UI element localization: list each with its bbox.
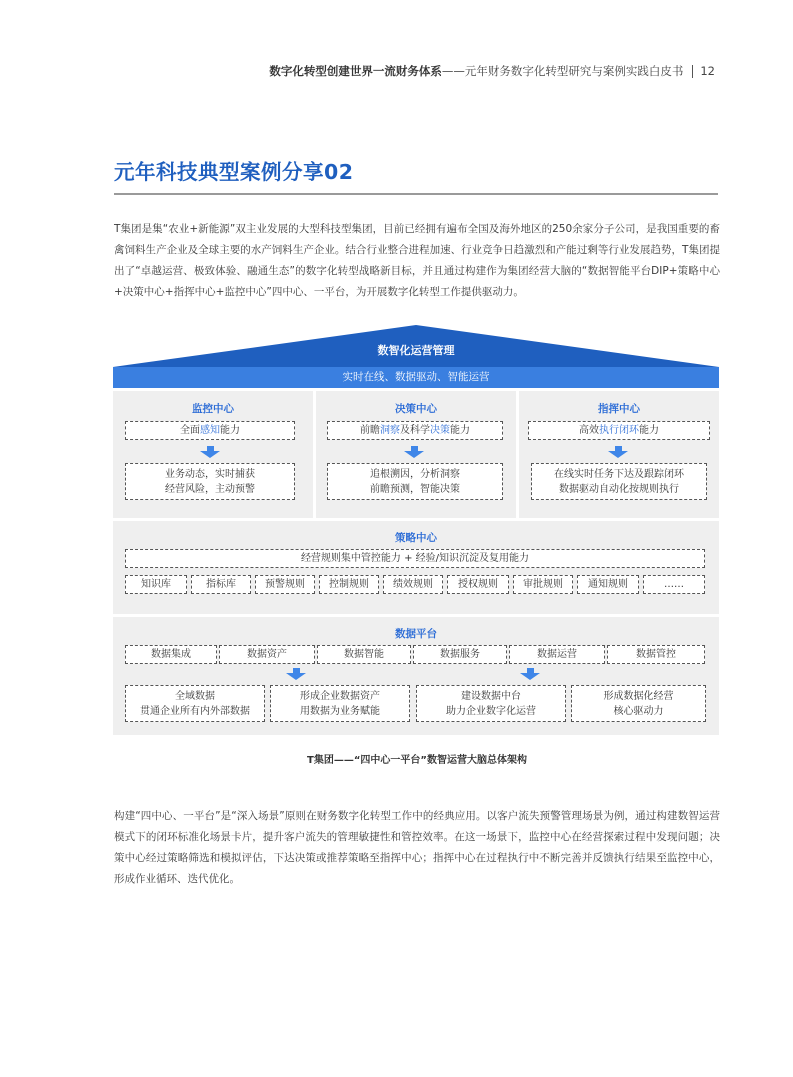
capability-text: 能力: [220, 425, 240, 436]
monitoring-center: [113, 391, 313, 518]
description-line: 追根溯因，分析洞察: [370, 469, 460, 480]
outcome-line: 用数据为业务赋能: [300, 706, 380, 717]
strategy-title: 策略中心: [395, 532, 437, 544]
strategy-item: ……: [643, 575, 705, 594]
center-title: 监控中心: [192, 403, 234, 415]
capability-box: [327, 421, 503, 440]
platform-outcome: [125, 685, 265, 722]
center-title: 决策中心: [395, 403, 437, 415]
capability-box: [125, 421, 295, 440]
strategy-item: 控制规则: [319, 575, 379, 594]
outcome-line: 助力企业数字化运营: [446, 706, 536, 717]
capability-text: 能力: [450, 425, 470, 436]
command-center: [519, 391, 719, 518]
description-line: 业务动态，实时捕获: [165, 469, 255, 480]
roof-title: 数智化运营管理: [377, 344, 455, 357]
platform-item: 数据智能: [317, 645, 411, 664]
data-platform-panel: [113, 617, 719, 735]
capability-highlight: 感知: [200, 425, 220, 436]
section-title: 元年科技典型案例分享02: [114, 160, 354, 184]
intro-paragraph: T集团是集“农业+新能源”双主业发展的大型科技型集团，目前已经拥有遍布全国及海外地区的250余家分子公司，是我国重要的畜禽饲料生产企业及全球主要的水产饲料生产企业。结合行业整合进程加速、行业竞争日趋激烈和产能过剩等行业发展趋势，T集团提出了“卓越运营、极致体验、融通生态”的数字化转型战略新目标，并且通过构建作为集团经营大脑的“数据智能平台DIP+策略中心+决策中心+指挥中心+监控中心”四中心、一平台，为开展数字化转型工作提供驱动力。: [114, 223, 720, 298]
strategy-item: 知识库: [125, 575, 187, 594]
outcome-line: 核心驱动力: [613, 706, 664, 717]
description-line: 经营风险，主动预警: [165, 484, 255, 495]
strategy-item: 审批规则: [513, 575, 573, 594]
capability-text: 高效: [579, 425, 599, 436]
outcome-line: 建设数据中台: [461, 691, 521, 702]
strategy-summary-box: 经营规则集中管控能力 + 经验/知识沉淀及复用能力: [125, 549, 705, 568]
description-line: 在线实时任务下达及跟踪闭环: [554, 469, 684, 480]
closing-paragraph: 构建“四中心、一平台”是“深入场景”原则在财务数字化转型工作中的经典应用。以客户流失预警管理场景为例，通过构建数智运营模式下的闭环标准化场景卡片，提升客户流失的管理敏捷性和管控效率。在这一场景下，监控中心在经营探索过程中发现问题；决策中心经过策略筛选和模拟评估，下达决策或推荐策略至指挥中心；指挥中心在过程执行中不断完善并反馈执行结果至监控中心，形成作业循环、迭代优化。: [114, 810, 720, 885]
capability-box: [528, 421, 710, 440]
title-divider: [114, 193, 718, 195]
header-title-rest: ——元年财务数字化转型研究与案例实践白皮书: [441, 64, 684, 78]
capability-text: 前瞻: [360, 425, 380, 436]
platform-title: 数据平台: [395, 628, 437, 640]
page-number: 12: [700, 64, 715, 78]
platform-outcome: [416, 685, 566, 722]
centers-panel: [113, 391, 719, 518]
description-box: [327, 463, 503, 500]
outcome-line: 贯通企业所有内外部数据: [140, 706, 250, 717]
capability-highlight: 洞察: [380, 425, 400, 436]
capability-text: 能力: [639, 425, 659, 436]
platform-item: 数据资产: [219, 645, 315, 664]
platform-item: 数据服务: [413, 645, 507, 664]
platform-outcome: [270, 685, 410, 722]
header-title-bold: 数字化转型创建世界一流财务体系: [269, 64, 442, 78]
outcome-line: 形成企业数据资产: [300, 691, 380, 702]
strategy-item: 通知规则: [577, 575, 639, 594]
strategy-item: 授权规则: [447, 575, 509, 594]
center-title: 指挥中心: [598, 403, 640, 415]
strategy-item: 指标库: [191, 575, 251, 594]
strategy-center-panel: [113, 521, 719, 614]
platform-item: 数据集成: [125, 645, 217, 664]
description-box: [531, 463, 707, 500]
platform-outcome: [571, 685, 706, 722]
capability-text: 及科学: [400, 425, 430, 436]
capability-text: 全面: [180, 425, 200, 436]
principles-banner: 实时在线、数据驱动、智能运营: [113, 367, 719, 388]
capability-highlight: 执行闭环: [599, 425, 639, 436]
platform-item: 数据管控: [607, 645, 705, 664]
description-line: 前瞻预测，智能决策: [370, 484, 460, 495]
architecture-diagram: [113, 325, 719, 737]
running-header: [269, 63, 715, 79]
header-separator: [692, 65, 693, 78]
decision-center: [316, 391, 516, 518]
description-line: 数据驱动自动化按规则执行: [559, 484, 679, 495]
outcome-line: 全域数据: [175, 691, 215, 702]
capability-highlight: 决策: [430, 425, 450, 436]
strategy-item: 预警规则: [255, 575, 315, 594]
strategy-item: 绩效规则: [383, 575, 443, 594]
figure-caption: T集团——“四中心一平台”数智运营大脑总体架构: [307, 755, 527, 766]
description-box: [125, 463, 295, 500]
platform-item: 数据运营: [509, 645, 605, 664]
outcome-line: 形成数据化经营: [603, 691, 674, 702]
